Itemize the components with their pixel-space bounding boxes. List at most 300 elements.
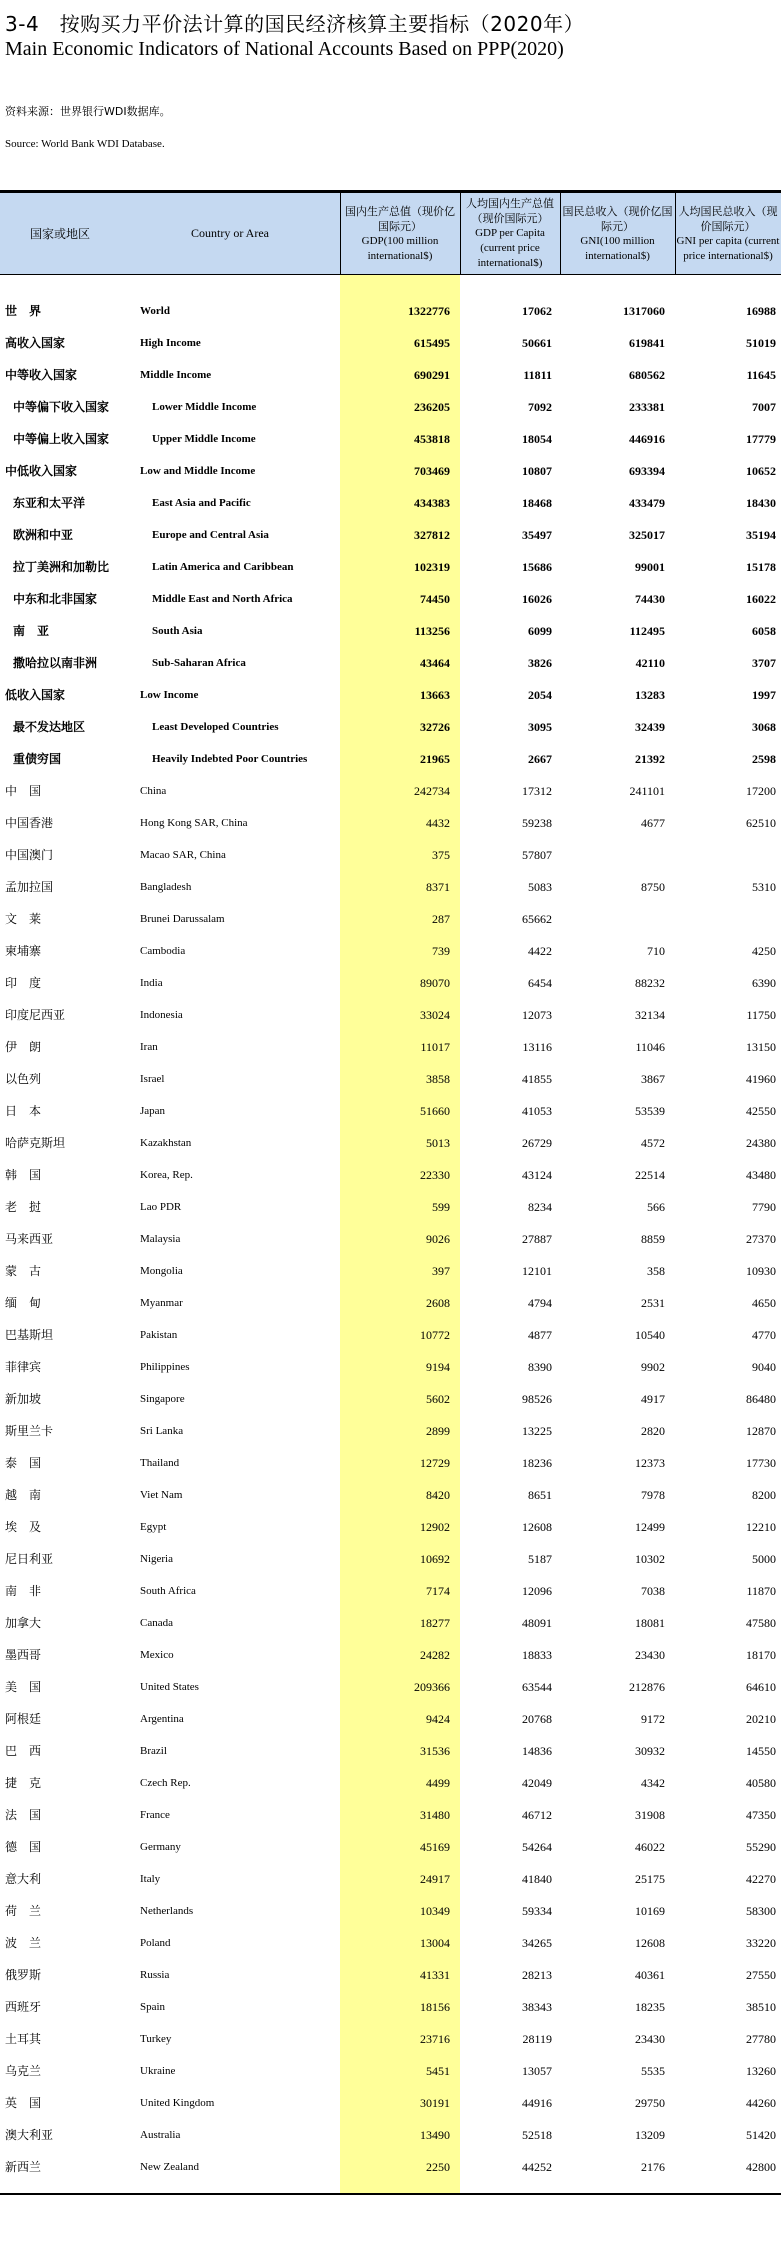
gdp-per-capita-value: 17312 xyxy=(522,784,552,798)
area-name-cn: 新加坡 xyxy=(5,1392,42,1406)
gdp-per-capita-value: 3095 xyxy=(528,720,552,734)
gni-per-capita-value: 43480 xyxy=(746,1168,776,1182)
area-name-en: Netherlands xyxy=(140,1905,194,1917)
gdp-per-capita-value: 13057 xyxy=(522,2064,552,2078)
gni-per-capita-value: 40580 xyxy=(746,1776,776,1790)
area-name-cn: 孟加拉国 xyxy=(5,880,54,894)
area-name-cn: 拉丁美洲和加勒比 xyxy=(13,560,110,574)
area-name-cn: 尼日利亚 xyxy=(5,1552,54,1566)
gni-value: 31908 xyxy=(635,1808,665,1822)
gni-per-capita-value: 17730 xyxy=(746,1456,776,1470)
gdp-value: 453818 xyxy=(414,432,450,446)
source-note-cn: 资料来源：世界银行WDI数据库。 xyxy=(5,105,171,118)
gni-per-capita-value: 3068 xyxy=(752,720,776,734)
gni-per-capita-value: 35194 xyxy=(746,528,776,542)
gdp-value: 43464 xyxy=(420,656,450,670)
area-name-en: Argentina xyxy=(140,1713,184,1725)
gni-per-capita-value: 41960 xyxy=(746,1072,776,1086)
gdp-per-capita-value: 12073 xyxy=(522,1008,552,1022)
table-row xyxy=(0,839,781,871)
area-name-cn: 墨西哥 xyxy=(5,1648,42,1662)
gni-value: 29750 xyxy=(635,2096,665,2110)
area-name-en: Sri Lanka xyxy=(140,1425,184,1437)
area-name-cn: 撒哈拉以南非洲 xyxy=(13,656,98,670)
gdp-per-capita-value: 18833 xyxy=(522,1648,552,1662)
area-name-cn: 中东和北非国家 xyxy=(13,592,98,606)
gdp-per-capita-value: 10807 xyxy=(522,464,552,478)
gdp-per-capita-value: 13116 xyxy=(522,1040,552,1054)
gdp-per-capita-value: 59334 xyxy=(522,1904,552,1918)
area-name-cn: 中国澳门 xyxy=(5,848,54,862)
area-name-cn: 中低收入国家 xyxy=(5,464,78,478)
table-row xyxy=(0,1319,781,1351)
column-divider xyxy=(340,193,341,275)
gdp-value: 10349 xyxy=(420,1904,450,1918)
area-name-en: India xyxy=(140,977,163,989)
gdp-per-capita-value: 8651 xyxy=(528,1488,552,1502)
table-row xyxy=(0,519,781,551)
table-row xyxy=(0,455,781,487)
area-name-en: Middle East and North Africa xyxy=(152,593,293,605)
area-name-cn: 重债穷国 xyxy=(13,752,62,766)
header-gnipc-en: GNI per capita (current price international$) xyxy=(676,234,780,262)
table-row xyxy=(0,1191,781,1223)
gdp-value: 51660 xyxy=(420,1104,450,1118)
table-row xyxy=(0,359,781,391)
area-name-en: Hong Kong SAR, China xyxy=(140,817,248,829)
gni-per-capita-value: 33220 xyxy=(746,1936,776,1950)
table-row xyxy=(0,1415,781,1447)
table-row xyxy=(0,1639,781,1671)
area-name-cn: 阿根廷 xyxy=(5,1712,42,1726)
table-row xyxy=(0,1895,781,1927)
table-row xyxy=(0,743,781,775)
table-row xyxy=(0,615,781,647)
area-name-en: Ukraine xyxy=(140,2065,176,2077)
gdp-per-capita-value: 2054 xyxy=(528,688,552,702)
gni-per-capita-value: 7007 xyxy=(752,400,776,414)
gni-value: 233381 xyxy=(629,400,665,414)
gdp-per-capita-value: 48091 xyxy=(522,1616,552,1630)
area-name-en: United Kingdom xyxy=(140,2097,215,2109)
gdp-value: 113256 xyxy=(414,624,450,638)
gdp-value: 397 xyxy=(432,1264,450,1278)
gdp-per-capita-value: 43124 xyxy=(522,1168,552,1182)
table-row xyxy=(0,487,781,519)
gni-per-capita-value: 27550 xyxy=(746,1968,776,1982)
gni-per-capita-value: 42550 xyxy=(746,1104,776,1118)
gni-value: 4677 xyxy=(641,816,665,830)
gdp-per-capita-value: 4422 xyxy=(528,944,552,958)
area-name-en: Mexico xyxy=(140,1649,174,1661)
area-name-en: Cambodia xyxy=(140,945,186,957)
area-name-en: Viet Nam xyxy=(140,1489,183,1501)
gdp-per-capita-value: 52518 xyxy=(522,2128,552,2142)
area-name-cn: 印度尼西亚 xyxy=(5,1008,66,1022)
area-name-cn: 法 国 xyxy=(5,1808,42,1822)
gdp-value: 1322776 xyxy=(408,304,450,318)
gni-per-capita-value: 42270 xyxy=(746,1872,776,1886)
gni-per-capita-value: 27370 xyxy=(746,1232,776,1246)
gdp-value: 9424 xyxy=(426,1712,450,1726)
area-name-en: Czech Rep. xyxy=(140,1777,191,1789)
table-row xyxy=(0,647,781,679)
area-name-cn: 蒙 古 xyxy=(5,1264,42,1278)
area-name-en: Malaysia xyxy=(140,1233,181,1245)
gdp-value: 4432 xyxy=(426,816,450,830)
gdp-per-capita-value: 6099 xyxy=(528,624,552,638)
table-row xyxy=(0,1703,781,1735)
gni-per-capita-value: 14550 xyxy=(746,1744,776,1758)
gdp-value: 18277 xyxy=(420,1616,450,1630)
gdp-per-capita-value: 8390 xyxy=(528,1360,552,1374)
gni-value: 325017 xyxy=(629,528,665,542)
table-row xyxy=(0,1735,781,1767)
gdp-value: 2608 xyxy=(426,1296,450,1310)
gdp-value: 209366 xyxy=(414,1680,450,1694)
gdp-value: 739 xyxy=(432,944,450,958)
gdp-value: 18156 xyxy=(420,2000,450,2014)
table-row xyxy=(0,1543,781,1575)
gni-value: 2176 xyxy=(641,2160,665,2174)
gni-value: 23430 xyxy=(635,2032,665,2046)
area-name-en: World xyxy=(140,305,170,317)
gni-value: 7978 xyxy=(641,1488,665,1502)
table-row xyxy=(0,2151,781,2183)
area-name-en: South Asia xyxy=(152,625,203,637)
table-row xyxy=(0,1927,781,1959)
gdp-value: 12902 xyxy=(420,1520,450,1534)
area-name-cn: 马来西亚 xyxy=(5,1232,54,1246)
gdp-value: 12729 xyxy=(420,1456,450,1470)
header-gdp-en: GDP(100 million international$) xyxy=(361,234,439,262)
gdp-per-capita-value: 17062 xyxy=(522,304,552,318)
gdp-per-capita-value: 98526 xyxy=(522,1392,552,1406)
area-name-cn: 英 国 xyxy=(5,2096,42,2110)
area-name-en: Low and Middle Income xyxy=(140,465,256,477)
gni-value: 8750 xyxy=(641,880,665,894)
area-name-en: Upper Middle Income xyxy=(152,433,256,445)
area-name-en: Latin America and Caribbean xyxy=(152,561,294,573)
gdp-per-capita-value: 28119 xyxy=(522,2032,552,2046)
table-row xyxy=(0,583,781,615)
gdp-value: 45169 xyxy=(420,1840,450,1854)
area-name-en: Kazakhstan xyxy=(140,1137,192,1149)
gdp-value: 10772 xyxy=(420,1328,450,1342)
table-row xyxy=(0,1799,781,1831)
gni-value: 46022 xyxy=(635,1840,665,1854)
gdp-per-capita-value: 2667 xyxy=(528,752,552,766)
gni-value xyxy=(560,903,675,935)
area-name-en: Bangladesh xyxy=(140,881,192,893)
gni-per-capita-value: 12210 xyxy=(746,1520,776,1534)
area-name-cn: 波 兰 xyxy=(5,1936,42,1950)
gdp-value: 23716 xyxy=(420,2032,450,2046)
gdp-value: 89070 xyxy=(420,976,450,990)
area-name-en: New Zealand xyxy=(140,2161,199,2173)
gni-per-capita-value: 51019 xyxy=(746,336,776,350)
area-name-cn: 高收入国家 xyxy=(5,336,66,350)
area-name-en: Mongolia xyxy=(140,1265,183,1277)
table-row xyxy=(0,1255,781,1287)
gni-per-capita-value: 51420 xyxy=(746,2128,776,2142)
table-row xyxy=(0,871,781,903)
area-name-en: Egypt xyxy=(140,1521,167,1533)
area-name-en: Brazil xyxy=(140,1745,167,1757)
area-name-en: Canada xyxy=(140,1617,173,1629)
area-name-cn: 最不发达地区 xyxy=(13,720,86,734)
area-name-cn: 捷 克 xyxy=(5,1776,42,1790)
gdp-value: 74450 xyxy=(420,592,450,606)
gni-per-capita-value: 10652 xyxy=(746,464,776,478)
gni-per-capita-value: 42800 xyxy=(746,2160,776,2174)
gdp-per-capita-value: 18236 xyxy=(522,1456,552,1470)
gdp-per-capita-value: 13225 xyxy=(522,1424,552,1438)
area-name-cn: 俄罗斯 xyxy=(5,1968,42,1982)
gdp-value: 599 xyxy=(432,1200,450,1214)
gni-per-capita-value: 8200 xyxy=(752,1488,776,1502)
area-name-en: France xyxy=(140,1809,170,1821)
area-name-en: Japan xyxy=(140,1105,166,1117)
gni-value: 12373 xyxy=(635,1456,665,1470)
header-gdp xyxy=(340,193,460,274)
area-name-cn: 南 亚 xyxy=(13,624,50,638)
area-name-cn: 日 本 xyxy=(5,1104,42,1118)
header-gni-per-capita xyxy=(675,193,781,274)
gni-per-capita-value: 58300 xyxy=(746,1904,776,1918)
gni-value: 2531 xyxy=(641,1296,665,1310)
area-name-cn: 意大利 xyxy=(5,1872,42,1886)
gdp-value: 5602 xyxy=(426,1392,450,1406)
gdp-per-capita-value: 3826 xyxy=(528,656,552,670)
table-row xyxy=(0,1479,781,1511)
table-row xyxy=(0,1447,781,1479)
table-row xyxy=(0,2023,781,2055)
gdp-per-capita-value: 44916 xyxy=(522,2096,552,2110)
gni-per-capita-value: 7790 xyxy=(752,1200,776,1214)
gdp-per-capita-value: 7092 xyxy=(528,400,552,414)
gni-value: 22514 xyxy=(635,1168,665,1182)
gdp-value: 615495 xyxy=(414,336,450,350)
area-name-en: Poland xyxy=(140,1937,171,1949)
gdp-value: 3858 xyxy=(426,1072,450,1086)
gni-per-capita-value: 44260 xyxy=(746,2096,776,2110)
area-name-en: Israel xyxy=(140,1073,165,1085)
gni-per-capita-value: 17779 xyxy=(746,432,776,446)
gni-value: 30932 xyxy=(635,1744,665,1758)
gni-value: 13209 xyxy=(635,2128,665,2142)
area-name-en: Europe and Central Asia xyxy=(152,529,269,541)
gni-per-capita-value: 16988 xyxy=(746,304,776,318)
gdp-value: 21965 xyxy=(420,752,450,766)
gdp-per-capita-value: 42049 xyxy=(522,1776,552,1790)
table-row xyxy=(0,1767,781,1799)
area-name-cn: 中国香港 xyxy=(5,816,54,830)
area-name-cn: 乌克兰 xyxy=(5,2064,42,2078)
header-gni-en: GNI(100 million international$) xyxy=(580,234,655,262)
header-gni xyxy=(560,193,675,274)
area-name-en: Korea, Rep. xyxy=(140,1169,193,1181)
header-gni-cn: 国民总收入（现价亿国际元） xyxy=(562,204,673,233)
area-name-cn: 文 莱 xyxy=(5,912,42,926)
gni-per-capita-value: 47350 xyxy=(746,1808,776,1822)
area-name-cn: 菲律宾 xyxy=(5,1360,42,1374)
area-name-cn: 西班牙 xyxy=(5,2000,42,2014)
gni-value: 12499 xyxy=(635,1520,665,1534)
gdp-per-capita-value: 54264 xyxy=(522,1840,552,1854)
area-name-en: Lao PDR xyxy=(140,1201,182,1213)
page-title-en: Main Economic Indicators of National Accounts Based on PPP(2020) xyxy=(5,38,564,60)
gni-value: 710 xyxy=(647,944,665,958)
gdp-per-capita-value: 5083 xyxy=(528,880,552,894)
gni-value: 40361 xyxy=(635,1968,665,1982)
area-name-en: Indonesia xyxy=(140,1009,183,1021)
area-name-en: Russia xyxy=(140,1969,170,1981)
table-row xyxy=(0,711,781,743)
area-name-cn: 伊 朗 xyxy=(5,1040,42,1054)
table-row xyxy=(0,903,781,935)
gni-value: 18081 xyxy=(635,1616,665,1630)
table-row xyxy=(0,1511,781,1543)
gni-per-capita-value xyxy=(675,903,781,935)
area-name-cn: 泰 国 xyxy=(5,1456,42,1470)
table-row xyxy=(0,1031,781,1063)
gdp-value: 434383 xyxy=(414,496,450,510)
gni-value: 4917 xyxy=(641,1392,665,1406)
area-name-cn: 柬埔寨 xyxy=(5,944,42,958)
source-note-en: Source: World Bank WDI Database. xyxy=(5,138,165,150)
area-name-en: Pakistan xyxy=(140,1329,178,1341)
area-name-cn: 新西兰 xyxy=(5,2160,42,2174)
gdp-value: 24282 xyxy=(420,1648,450,1662)
gni-value: 10540 xyxy=(635,1328,665,1342)
gdp-per-capita-value: 27887 xyxy=(522,1232,552,1246)
gni-value: 10169 xyxy=(635,1904,665,1918)
gdp-per-capita-value: 12096 xyxy=(522,1584,552,1598)
gni-per-capita-value: 9040 xyxy=(752,1360,776,1374)
area-name-en: Germany xyxy=(140,1841,181,1853)
gdp-value: 242734 xyxy=(414,784,450,798)
gni-value: 7038 xyxy=(641,1584,665,1598)
gni-value: 53539 xyxy=(635,1104,665,1118)
gni-per-capita-value: 12870 xyxy=(746,1424,776,1438)
area-name-en: Lower Middle Income xyxy=(152,401,257,413)
area-name-en: Least Developed Countries xyxy=(152,721,279,733)
header-gdppc-en: GDP per Capita (current price international$) xyxy=(475,227,545,269)
table-row xyxy=(0,1671,781,1703)
gni-value: 1317060 xyxy=(623,304,665,318)
table-row xyxy=(0,1831,781,1863)
gdp-per-capita-value: 15686 xyxy=(522,560,552,574)
gni-per-capita-value: 24380 xyxy=(746,1136,776,1150)
table-row xyxy=(0,1607,781,1639)
gni-per-capita-value: 13150 xyxy=(746,1040,776,1054)
area-name-cn: 印 度 xyxy=(5,976,42,990)
gdp-per-capita-value: 14836 xyxy=(522,1744,552,1758)
gni-value: 358 xyxy=(647,1264,665,1278)
area-name-cn: 缅 甸 xyxy=(5,1296,42,1310)
gni-per-capita-value xyxy=(675,839,781,871)
gdp-value: 236205 xyxy=(414,400,450,414)
header-gdp-per-capita xyxy=(460,193,560,274)
gni-per-capita-value: 11870 xyxy=(746,1584,776,1598)
header-area-en: Country or Area xyxy=(191,226,269,240)
gni-per-capita-value: 3707 xyxy=(752,656,776,670)
table-row xyxy=(0,1095,781,1127)
gdp-per-capita-value: 35497 xyxy=(522,528,552,542)
gdp-value: 13663 xyxy=(420,688,450,702)
gni-value xyxy=(560,839,675,871)
gni-per-capita-value: 62510 xyxy=(746,816,776,830)
area-name-cn: 埃 及 xyxy=(5,1520,42,1534)
area-name-en: High Income xyxy=(140,337,201,349)
gdp-per-capita-value: 41840 xyxy=(522,1872,552,1886)
gni-value: 566 xyxy=(647,1200,665,1214)
table-row xyxy=(0,807,781,839)
area-name-en: Thailand xyxy=(140,1457,180,1469)
gdp-value: 31536 xyxy=(420,1744,450,1758)
gdp-per-capita-value: 41053 xyxy=(522,1104,552,1118)
area-name-cn: 中等偏下收入国家 xyxy=(13,400,110,414)
gni-value: 13283 xyxy=(635,688,665,702)
table-row xyxy=(0,999,781,1031)
gdp-value: 32726 xyxy=(420,720,450,734)
gdp-per-capita-value: 28213 xyxy=(522,1968,552,1982)
area-name-en: Iran xyxy=(140,1041,158,1053)
gni-value: 5535 xyxy=(641,2064,665,2078)
gdp-value: 4499 xyxy=(426,1776,450,1790)
area-name-cn: 韩 国 xyxy=(5,1168,42,1182)
gdp-value: 11017 xyxy=(420,1040,450,1054)
header-area-cn: 国家或地区 xyxy=(29,227,90,241)
gni-value: 18235 xyxy=(635,2000,665,2014)
area-name-en: Middle Income xyxy=(140,369,212,381)
gni-per-capita-value: 16022 xyxy=(746,592,776,606)
table-row xyxy=(0,1959,781,1991)
area-name-cn: 低收入国家 xyxy=(5,688,66,702)
gdp-value: 30191 xyxy=(420,2096,450,2110)
gdp-value: 22330 xyxy=(420,1168,450,1182)
gdp-per-capita-value: 11811 xyxy=(523,368,552,382)
gni-value: 3867 xyxy=(641,1072,665,1086)
gdp-value: 287 xyxy=(432,912,450,926)
gni-value: 680562 xyxy=(629,368,665,382)
table-row xyxy=(0,1575,781,1607)
gni-per-capita-value: 6058 xyxy=(752,624,776,638)
gdp-per-capita-value: 12101 xyxy=(522,1264,552,1278)
area-name-en: Turkey xyxy=(140,2033,172,2045)
gdp-per-capita-value: 12608 xyxy=(522,1520,552,1534)
area-name-cn: 巴 西 xyxy=(5,1744,42,1758)
table-row xyxy=(0,327,781,359)
gdp-value: 13004 xyxy=(420,1936,450,1950)
area-name-en: East Asia and Pacific xyxy=(152,497,251,509)
gni-per-capita-value: 55290 xyxy=(746,1840,776,1854)
table-row xyxy=(0,1063,781,1095)
table-row xyxy=(0,1863,781,1895)
gni-value: 212876 xyxy=(629,1680,665,1694)
gdp-per-capita-value: 59238 xyxy=(522,816,552,830)
area-name-cn: 土耳其 xyxy=(5,2032,42,2046)
gni-per-capita-value: 47580 xyxy=(746,1616,776,1630)
gni-value: 12608 xyxy=(635,1936,665,1950)
table-row xyxy=(0,935,781,967)
table-row xyxy=(0,2087,781,2119)
gni-per-capita-value: 20210 xyxy=(746,1712,776,1726)
gni-per-capita-value: 27780 xyxy=(746,2032,776,2046)
gdp-per-capita-value: 4877 xyxy=(528,1328,552,1342)
area-name-cn: 东亚和太平洋 xyxy=(13,496,86,510)
